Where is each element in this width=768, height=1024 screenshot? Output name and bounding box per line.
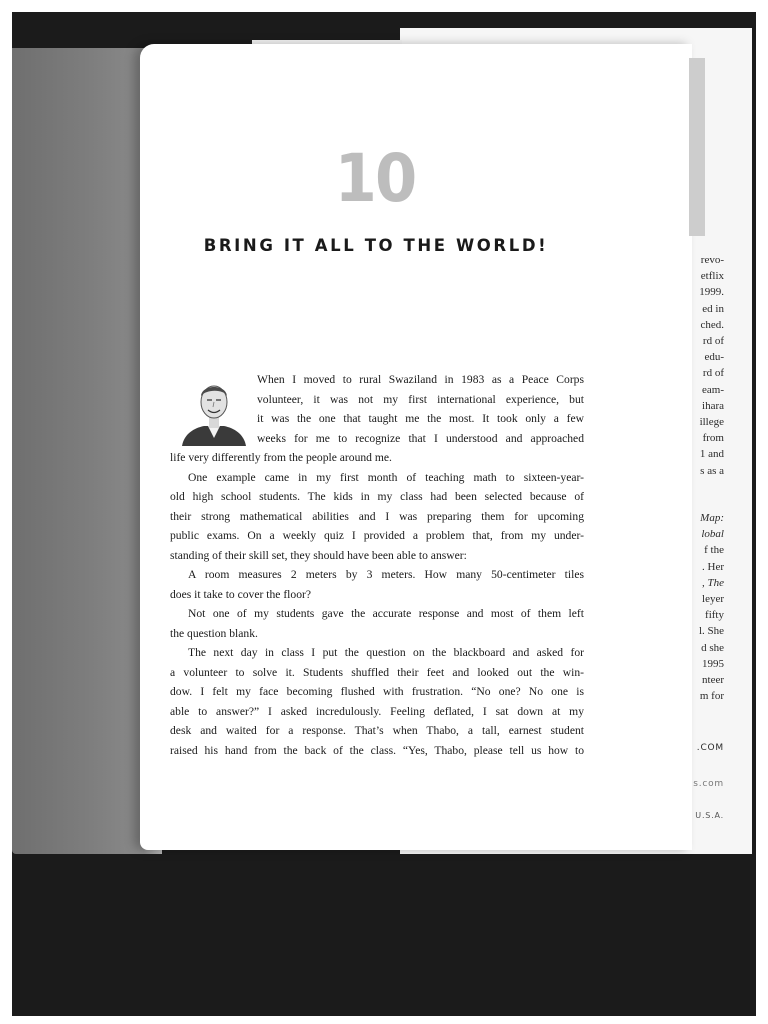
back-cover-footer-3: U.S.A. <box>695 811 724 820</box>
body-line: the question blank. <box>170 626 258 640</box>
back-cover-line: revo- <box>700 254 724 266</box>
body-line: it was the one that taught me the most. It took only a few <box>257 412 584 425</box>
back-cover-line: from <box>702 432 724 445</box>
back-cover-line: nteer <box>702 674 724 687</box>
back-cover-line: l. She <box>698 625 724 638</box>
back-cover-line: , The <box>702 576 724 589</box>
back-cover-bar <box>689 58 705 236</box>
body-line: old high school students. The kids in my class had been selected because of <box>170 490 584 503</box>
chapter-title: BRING IT ALL TO THE WORLD! <box>203 236 549 255</box>
back-cover-line: ihara <box>702 399 724 412</box>
back-cover-text-column-1 <box>660 252 724 479</box>
body-line: raised his hand from the back of the class. “Yes, Thabo, please tell us how to <box>170 743 584 757</box>
body-line: Not one of my students gave the accurate response and most of them left <box>188 607 584 620</box>
back-cover-line: leyer <box>702 593 724 606</box>
body-line: One example came in my first month of teaching math to sixteen-year- <box>188 470 584 484</box>
back-cover-line: s as a <box>700 464 724 477</box>
back-cover-line: . Her <box>702 560 724 573</box>
back-cover-line: etflix <box>700 270 724 283</box>
body-line: When I moved to rural Swaziland in 1983 as a Peace Corps <box>257 373 584 386</box>
body-line: public exams. On a weekly quiz I provided a problem that, from my under- <box>170 529 584 542</box>
back-cover-line: d she <box>701 641 724 654</box>
body-line: standing of their skill set, they should have been able to answer: <box>170 548 467 562</box>
body-line: volunteer, it was not my first international experience, but <box>257 392 584 406</box>
back-cover-line: ed in <box>702 302 724 315</box>
back-cover-line: rd of <box>702 335 724 348</box>
body-line: able to answer?” I asked incredulously. Feeling deflated, I sat down at my <box>170 704 584 718</box>
body-line: a volunteer to solve it. Students shuffled their feet and looked out the win- <box>170 665 584 679</box>
back-cover-line: Map: <box>700 512 724 524</box>
back-cover-line: lobal <box>701 528 724 541</box>
back-cover-text-column-2 <box>660 510 724 704</box>
back-cover-line: 1999. <box>699 286 724 299</box>
body-line: The next day in class I put the question on the blackboard and asked for <box>188 646 584 659</box>
back-cover-footer-2: s.com <box>693 779 724 789</box>
back-cover-line: 1 and <box>699 448 724 461</box>
back-cover-line: ched. <box>700 318 724 331</box>
back-cover-line: 1995 <box>702 657 724 670</box>
body-line: dow. I felt my face becoming flushed with frustration. “No one? No one is <box>170 685 584 698</box>
body-line: does it take to cover the floor? <box>170 587 312 601</box>
chapter-number: 10 <box>334 140 416 217</box>
back-cover-line: edu- <box>704 351 724 364</box>
back-cover-line: f the <box>704 544 724 557</box>
back-cover-line: m for <box>699 690 724 703</box>
body-line: life very differently from the people around me. <box>170 451 392 464</box>
body-line: their strong mathematical abilities and I was preparing them for upcoming <box>170 509 584 523</box>
body-line: weeks for me to recognize that I understood and approached <box>257 431 584 445</box>
back-cover-line: rd of <box>702 367 724 380</box>
back-cover-line: eam- <box>702 383 724 396</box>
body-line: desk and waited for a response. That’s when Thabo, a tall, earnest student <box>170 724 584 737</box>
back-cover-line: illege <box>699 416 724 429</box>
back-cover-line: fifty <box>705 609 724 622</box>
chapter-body <box>170 370 584 760</box>
body-line: A room measures 2 meters by 3 meters. How many 50-centimeter tiles <box>188 568 584 581</box>
back-cover-footer-1: .COM <box>696 743 724 753</box>
